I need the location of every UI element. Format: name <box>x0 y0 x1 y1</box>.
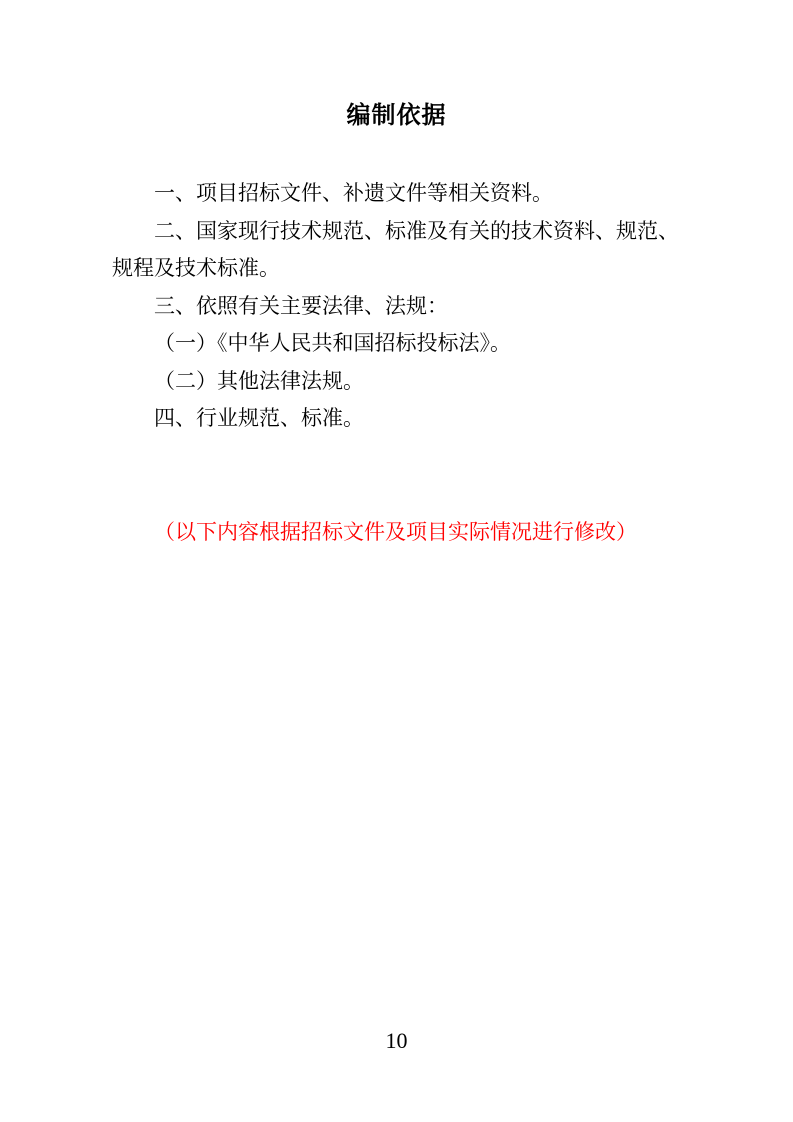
document-line: 二、国家现行技术规范、标准及有关的技术资料、规范、 <box>154 218 679 243</box>
document-line: 规程及技术标准。 <box>112 256 280 280</box>
document-line: 三、依照有关主要法律、法规： <box>154 293 448 318</box>
document-line: （一）《中华人民共和国招标投标法》。 <box>154 331 511 355</box>
document-title: 编制依据 <box>346 103 447 129</box>
document-line: 一、项目招标文件、补遗文件等相关资料。 <box>154 181 553 205</box>
document-body <box>112 175 681 438</box>
document-line: （二）其他法律法规。 <box>154 368 364 393</box>
page-number: 10 <box>385 1028 408 1053</box>
document-line: 四、行业规范、标准。 <box>154 406 364 430</box>
revision-note: （以下内容根据招标文件及项目实际情况进行修改） <box>154 520 637 544</box>
